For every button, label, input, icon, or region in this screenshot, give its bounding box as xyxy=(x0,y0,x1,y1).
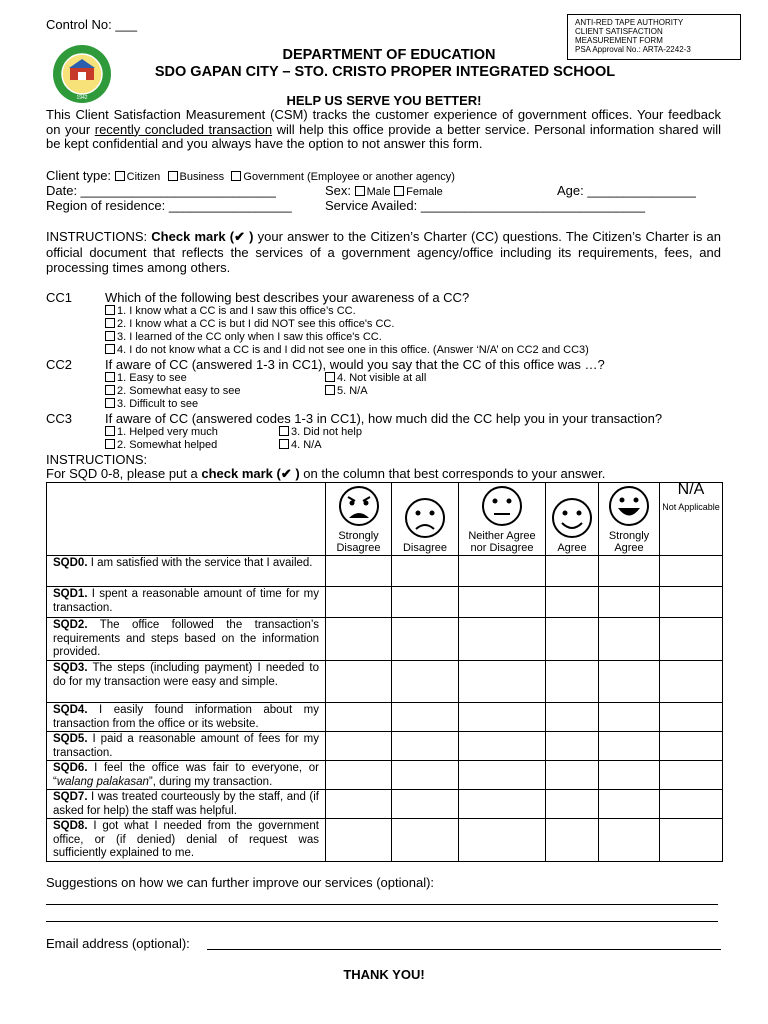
thank-you-text: THANK YOU! xyxy=(343,967,425,982)
cc3-option-1[interactable]: 1. Helped very much xyxy=(105,426,218,439)
rating-cell[interactable] xyxy=(546,556,599,587)
cc3-question: If aware of CC (answered codes 1-3 in CC1), how much did the CC help you in your transaction? xyxy=(105,411,663,426)
cc3-option-4[interactable]: 4. N/A xyxy=(279,439,322,452)
sqd-instructions-title: INSTRUCTIONS: xyxy=(46,452,148,467)
table-row xyxy=(47,761,723,790)
cc2-question: If aware of CC (answered 1-3 in CC1), would you say that the CC of this office was …? xyxy=(105,357,605,372)
cc1-question: Which of the following best describes your awareness of a CC? xyxy=(105,290,470,305)
rating-cell[interactable] xyxy=(392,556,459,587)
laughing-face-icon xyxy=(607,485,651,527)
service-availed-field[interactable]: Service Availed: _______________________________ xyxy=(325,198,645,213)
rating-cell[interactable] xyxy=(599,587,660,618)
sqd5-statement: SQD5. I paid a reasonable amount of fees for my transaction. xyxy=(47,732,326,761)
department-title: DEPARTMENT OF EDUCATION xyxy=(282,47,496,63)
table-row xyxy=(47,556,723,587)
rating-cell[interactable] xyxy=(326,587,392,618)
sqd-rating-table xyxy=(46,482,723,862)
strongly-disagree-header: Strongly Disagree xyxy=(326,483,392,556)
cc3-code: CC3 xyxy=(46,411,73,426)
suggestions-label: Suggestions on how we can further improve our services (optional): xyxy=(46,875,435,890)
cc-instructions: INSTRUCTIONS: Check mark (✔ ) your answer to the Citizen’s Charter (CC) questions. The Citizen’s Charter is an official document that reflects the services of a government agency/office including its requirements, fees, and processing times among others. xyxy=(46,229,722,275)
cc2-option-2[interactable]: 2. Somewhat easy to see xyxy=(105,385,241,398)
table-row xyxy=(47,618,723,661)
rating-cell[interactable] xyxy=(660,819,723,862)
cc1-option-2[interactable]: 2. I know what a CC is but I did NOT see this office's CC. xyxy=(105,318,394,331)
cc2-option-5[interactable]: 5. N/A xyxy=(325,385,368,398)
rating-cell[interactable] xyxy=(459,819,546,862)
rating-cell[interactable] xyxy=(546,618,599,661)
rating-cell[interactable] xyxy=(599,761,660,790)
disagree-header: Disagree xyxy=(392,483,459,556)
arta-line-4: PSA Approval No.: ARTA-2242-3 xyxy=(575,45,691,54)
rating-cell[interactable] xyxy=(392,732,459,761)
rating-cell[interactable] xyxy=(660,732,723,761)
sqd0-statement: SQD0. I am satisfied with the service that I availed. xyxy=(47,556,326,587)
rating-cell[interactable] xyxy=(599,556,660,587)
rating-cell[interactable] xyxy=(660,556,723,587)
cc2-code: CC2 xyxy=(46,357,73,372)
sad-face-icon xyxy=(403,497,447,539)
header-blank-cell xyxy=(47,483,326,556)
rating-cell[interactable] xyxy=(392,587,459,618)
cc1-option-1[interactable]: 1. I know what a CC is and I saw this office’s CC. xyxy=(105,305,356,318)
cc1-code: CC1 xyxy=(46,290,73,305)
table-header-row xyxy=(47,483,723,556)
rating-cell[interactable] xyxy=(459,661,546,703)
date-field[interactable]: Date: ___________________________ xyxy=(46,183,276,198)
rating-cell[interactable] xyxy=(546,790,599,819)
rating-cell[interactable] xyxy=(326,703,392,732)
neutral-face-icon xyxy=(480,485,524,527)
rating-cell[interactable] xyxy=(459,761,546,790)
female-checkbox[interactable] xyxy=(394,186,404,196)
control-number: Control No: ___ xyxy=(46,17,138,32)
rating-cell[interactable] xyxy=(599,732,660,761)
rating-cell[interactable] xyxy=(599,703,660,732)
rating-cell[interactable] xyxy=(660,790,723,819)
sqd4-statement: SQD4. I easily found information about my transaction from the office or its website. xyxy=(47,703,326,732)
client-type-row: Client type: Citizen Business Government (Employee or another agency) xyxy=(46,168,455,183)
cc1-option-3[interactable]: 3. I learned of the CC only when I saw this office's CC. xyxy=(105,331,382,344)
email-label: Email address (optional): xyxy=(46,936,190,951)
arta-line-3: MEASUREMENT FORM xyxy=(575,36,663,45)
very-sad-face-icon xyxy=(337,485,381,527)
rating-cell[interactable] xyxy=(392,790,459,819)
cc1-option-4[interactable]: 4. I do not know what a CC is and I did not see one in this office. (Answer ‘N/A’ on CC2 and CC3) xyxy=(105,344,589,357)
government-checkbox[interactable] xyxy=(231,171,241,181)
rating-cell[interactable] xyxy=(459,732,546,761)
strongly-agree-header: Strongly Agree xyxy=(599,483,660,556)
rating-cell[interactable] xyxy=(326,761,392,790)
table-row xyxy=(47,703,723,732)
rating-cell[interactable] xyxy=(660,703,723,732)
cc2-option-3[interactable]: 3. Difficult to see xyxy=(105,398,198,411)
rating-cell[interactable] xyxy=(546,661,599,703)
business-checkbox[interactable] xyxy=(168,171,178,181)
arta-line-1: ANTI-RED TAPE AUTHORITY xyxy=(575,18,684,27)
table-row xyxy=(47,790,723,819)
rating-cell[interactable] xyxy=(599,819,660,862)
rating-cell[interactable] xyxy=(459,618,546,661)
citizen-checkbox[interactable] xyxy=(115,171,125,181)
cc2-option-4[interactable]: 4. Not visible at all xyxy=(325,372,426,385)
rating-cell[interactable] xyxy=(326,732,392,761)
rating-cell[interactable] xyxy=(599,618,660,661)
suggestions-line-2[interactable] xyxy=(46,921,718,922)
rating-cell[interactable] xyxy=(660,661,723,703)
not-applicable-header: N/A Not Applicable xyxy=(660,483,723,556)
rating-cell[interactable] xyxy=(660,618,723,661)
cc2-option-1[interactable]: 1. Easy to see xyxy=(105,372,187,385)
rating-cell[interactable] xyxy=(546,819,599,862)
rating-cell[interactable] xyxy=(459,556,546,587)
rating-cell[interactable] xyxy=(392,703,459,732)
rating-cell[interactable] xyxy=(392,618,459,661)
intro-paragraph: This Client Satisfaction Measurement (CSM) tracks the customer experience of government offices. Your feedback on your recently concluded transaction will help this office provide a better service. Personal information shared will be kept confidential and you always have the option to not answer this form. xyxy=(46,107,721,151)
neutral-header: Neither Agree nor Disagree xyxy=(459,483,546,556)
rating-cell[interactable] xyxy=(392,819,459,862)
rating-cell[interactable] xyxy=(660,587,723,618)
seal-year: 1942 xyxy=(76,95,88,101)
arta-line-2: CLIENT SATISFACTION xyxy=(575,27,663,36)
sqd7-statement: SQD7. I was treated courteously by the staff, and (if asked for help) the staff was helpful. xyxy=(47,790,326,819)
sqd2-statement: SQD2. The office followed the transaction’s requirements and steps based on the information provided. xyxy=(47,618,326,661)
rating-cell[interactable] xyxy=(326,819,392,862)
rating-cell[interactable] xyxy=(459,587,546,618)
sqd1-statement: SQD1. I spent a reasonable amount of time for my transaction. xyxy=(47,587,326,618)
rating-cell[interactable] xyxy=(326,618,392,661)
sqd-instructions: For SQD 0-8, please put a check mark (✔ ) on the column that best corresponds to your answer. xyxy=(46,466,606,481)
rating-cell[interactable] xyxy=(459,790,546,819)
cc3-option-2[interactable]: 2. Somewhat helped xyxy=(105,439,217,452)
agree-header: Agree xyxy=(546,483,599,556)
sex-field: Sex: Male Female xyxy=(325,183,443,198)
rating-cell[interactable] xyxy=(392,661,459,703)
cc3-option-3[interactable]: 3. Did not help xyxy=(279,426,362,439)
age-field[interactable]: Age: _______________ xyxy=(557,183,696,198)
table-row xyxy=(47,661,723,703)
rating-cell[interactable] xyxy=(599,661,660,703)
smile-face-icon xyxy=(550,497,594,539)
table-row xyxy=(47,732,723,761)
sqd3-statement: SQD3. The steps (including payment) I needed to do for my transaction were easy and simple. xyxy=(47,661,326,703)
rating-cell[interactable] xyxy=(660,761,723,790)
suggestions-line-1[interactable] xyxy=(46,904,718,905)
school-title: SDO GAPAN CITY – STO. CRISTO PROPER INTEGRATED SCHOOL xyxy=(154,64,616,80)
rating-cell[interactable] xyxy=(326,556,392,587)
table-row xyxy=(47,587,723,618)
form-tagline: HELP US SERVE YOU BETTER! xyxy=(286,93,482,108)
rating-cell[interactable] xyxy=(546,761,599,790)
rating-cell[interactable] xyxy=(459,703,546,732)
rating-cell[interactable] xyxy=(326,661,392,703)
sqd8-statement: SQD8. I got what I needed from the government office, or (if denied) denial of request was sufficiently explained to me. xyxy=(47,819,326,862)
region-field[interactable]: Region of residence: _________________ xyxy=(46,198,292,213)
email-input-line[interactable] xyxy=(207,949,721,950)
table-row xyxy=(47,819,723,862)
rating-cell[interactable] xyxy=(546,703,599,732)
rating-cell[interactable] xyxy=(599,790,660,819)
rating-cell[interactable] xyxy=(392,761,459,790)
rating-cell[interactable] xyxy=(546,732,599,761)
rating-cell[interactable] xyxy=(326,790,392,819)
rating-cell[interactable] xyxy=(546,587,599,618)
male-checkbox[interactable] xyxy=(355,186,365,196)
sqd6-statement: SQD6. I feel the office was fair to everyone, or “walang palakasan”, during my transaction. xyxy=(47,761,326,790)
